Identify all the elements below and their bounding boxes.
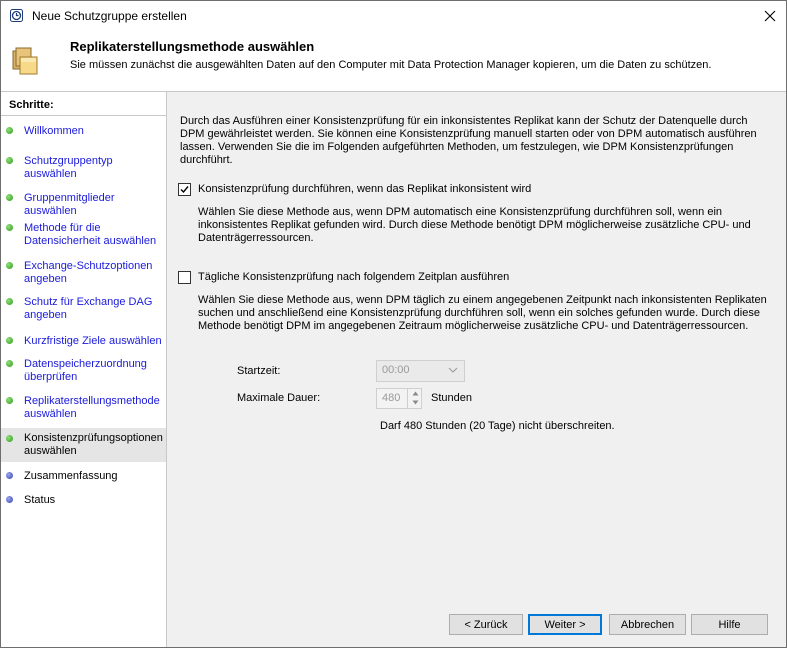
caret-down-icon <box>412 400 419 405</box>
step-exchange-schutzoptionen[interactable] <box>1 259 166 287</box>
step-label: Schutzgruppentyp auswählen <box>24 155 113 180</box>
protection-group-icon <box>12 47 40 77</box>
spinner-buttons <box>407 389 422 408</box>
window-title: Neue Schutzgruppe erstellen <box>32 9 187 23</box>
step-schutzgruppentyp[interactable] <box>1 154 166 180</box>
step-kurzfristige-ziele[interactable] <box>1 334 166 350</box>
steps-sidebar <box>1 92 167 647</box>
step-label: Schutz für Exchange DAG angeben <box>24 296 153 321</box>
step-status <box>1 493 166 509</box>
option-auto-check-checkbox[interactable] <box>178 183 191 196</box>
step-label: Kurzfristige Ziele auswählen <box>24 335 162 347</box>
step-label: Gruppenmitglieder auswählen <box>24 192 115 217</box>
step-complete-icon <box>6 157 13 164</box>
start-time-label: Startzeit: <box>237 365 281 377</box>
chevron-down-icon <box>448 366 458 374</box>
next-button[interactable]: Weiter > <box>528 614 602 635</box>
step-complete-icon <box>6 397 13 404</box>
start-time-dropdown[interactable] <box>376 360 465 382</box>
step-complete-icon <box>6 127 13 134</box>
step-gruppenmitglieder[interactable] <box>1 191 166 217</box>
step-complete-icon <box>6 224 13 231</box>
checkmark-icon <box>179 184 190 195</box>
step-datensicherheit[interactable] <box>1 221 166 249</box>
steps-title: Schritte: <box>9 99 54 111</box>
caret-up-icon <box>412 391 419 396</box>
step-label: Methode für die Datensicherheit auswählen <box>24 222 157 247</box>
step-exchange-dag[interactable] <box>1 295 166 323</box>
step-label: Willkommen <box>24 125 84 137</box>
step-label: Zusammenfassung <box>24 470 118 482</box>
step-pending-icon <box>6 472 13 479</box>
spinner-down-button[interactable] <box>408 398 422 407</box>
dpm-app-icon <box>10 9 23 22</box>
option-daily-check-label[interactable]: Tägliche Konsistenzprüfung nach folgendem Zeitplan ausführen <box>198 271 510 283</box>
back-button[interactable]: < Zurück <box>449 614 523 635</box>
step-complete-icon <box>6 194 13 201</box>
step-complete-icon <box>6 298 13 305</box>
step-datenspeicherzuordnung[interactable] <box>1 357 166 385</box>
cancel-button[interactable]: Abbrechen <box>609 614 686 635</box>
step-label: Exchange-Schutzoptionen angeben <box>24 260 153 285</box>
step-label: Konsistenzprüfungsoptionen auswählen <box>24 432 163 457</box>
step-pending-icon <box>6 496 13 503</box>
wizard-header <box>1 31 786 92</box>
step-replikaterstellungsmethode[interactable] <box>1 394 166 422</box>
step-label: Status <box>24 494 56 506</box>
max-duration-spinner[interactable] <box>376 388 422 409</box>
step-willkommen[interactable] <box>1 124 166 140</box>
steps-divider <box>1 115 166 116</box>
option-daily-check-description: Wählen Sie diese Methode aus, wenn DPM täglich zu einem angegebenen Zeitpunkt nach inkonsistenten Replikaten suchen und anschließend eine Konsistenzprüfung durchführen soll, wenn ein solches gefunden wurde. Durch diese Methode benötigt DPM im angegebenen Zeitraum möglicherweise zusätzliche CPU- und Datenträgerressourcen. <box>198 294 767 332</box>
step-label: Replikaterstellungsmethode auswählen <box>24 395 160 420</box>
page-title: Replikaterstellungsmethode auswählen <box>70 39 315 54</box>
max-duration-value: 480 <box>382 392 401 404</box>
duration-unit: Stunden <box>431 392 472 404</box>
step-complete-icon <box>6 337 13 344</box>
step-zusammenfassung <box>1 469 166 485</box>
page-subtitle: Sie müssen zunächst die ausgewählten Daten auf den Computer mit Data Protection Manager kopieren, um die Daten zu schützen. <box>70 59 712 71</box>
option-auto-check-description: Wählen Sie diese Methode aus, wenn DPM automatisch eine Konsistenzprüfung durchführen soll, wenn ein inkonsistentes Replikat gefunden wird. Durch diese Methode benötigt DPM möglicherweise zusätzliche CPU- und Datenträgerressourcen. <box>198 206 751 244</box>
start-time-value: 00:00 <box>382 364 410 376</box>
spinner-up-button[interactable] <box>408 389 422 398</box>
step-complete-icon <box>6 360 13 367</box>
intro-text: Durch das Ausführen einer Konsistenzprüfung für ein inkonsistentes Replikat kann der Schutz der Datenquelle durch DPM gewährleistet werden. Sie können eine Konsistenzprüfung manuell starten oder von DPM automatisch ausführen lassen. Verwenden Sie die im Folgenden aufgeführten Methoden, um festzulegen, wie DPM Konsistenzprüfungen durchführt. <box>180 115 757 166</box>
step-complete-icon <box>6 262 13 269</box>
help-button[interactable]: Hilfe <box>691 614 768 635</box>
close-button[interactable] <box>753 1 786 31</box>
step-complete-icon <box>6 435 13 442</box>
close-icon <box>764 10 776 22</box>
wizard-footer <box>167 598 786 647</box>
step-label: Datenspeicherzuordnung überprüfen <box>24 358 147 383</box>
option-daily-check-checkbox[interactable] <box>178 271 191 284</box>
step-konsistenzpruefungsoptionen[interactable] <box>1 428 166 462</box>
content-panel <box>167 92 786 598</box>
option-auto-check-label[interactable]: Konsistenzprüfung durchführen, wenn das Replikat inkonsistent wird <box>198 183 532 195</box>
duration-note: Darf 480 Stunden (20 Tage) nicht überschreiten. <box>380 420 615 432</box>
max-duration-label: Maximale Dauer: <box>237 392 321 404</box>
title-bar <box>1 1 786 31</box>
